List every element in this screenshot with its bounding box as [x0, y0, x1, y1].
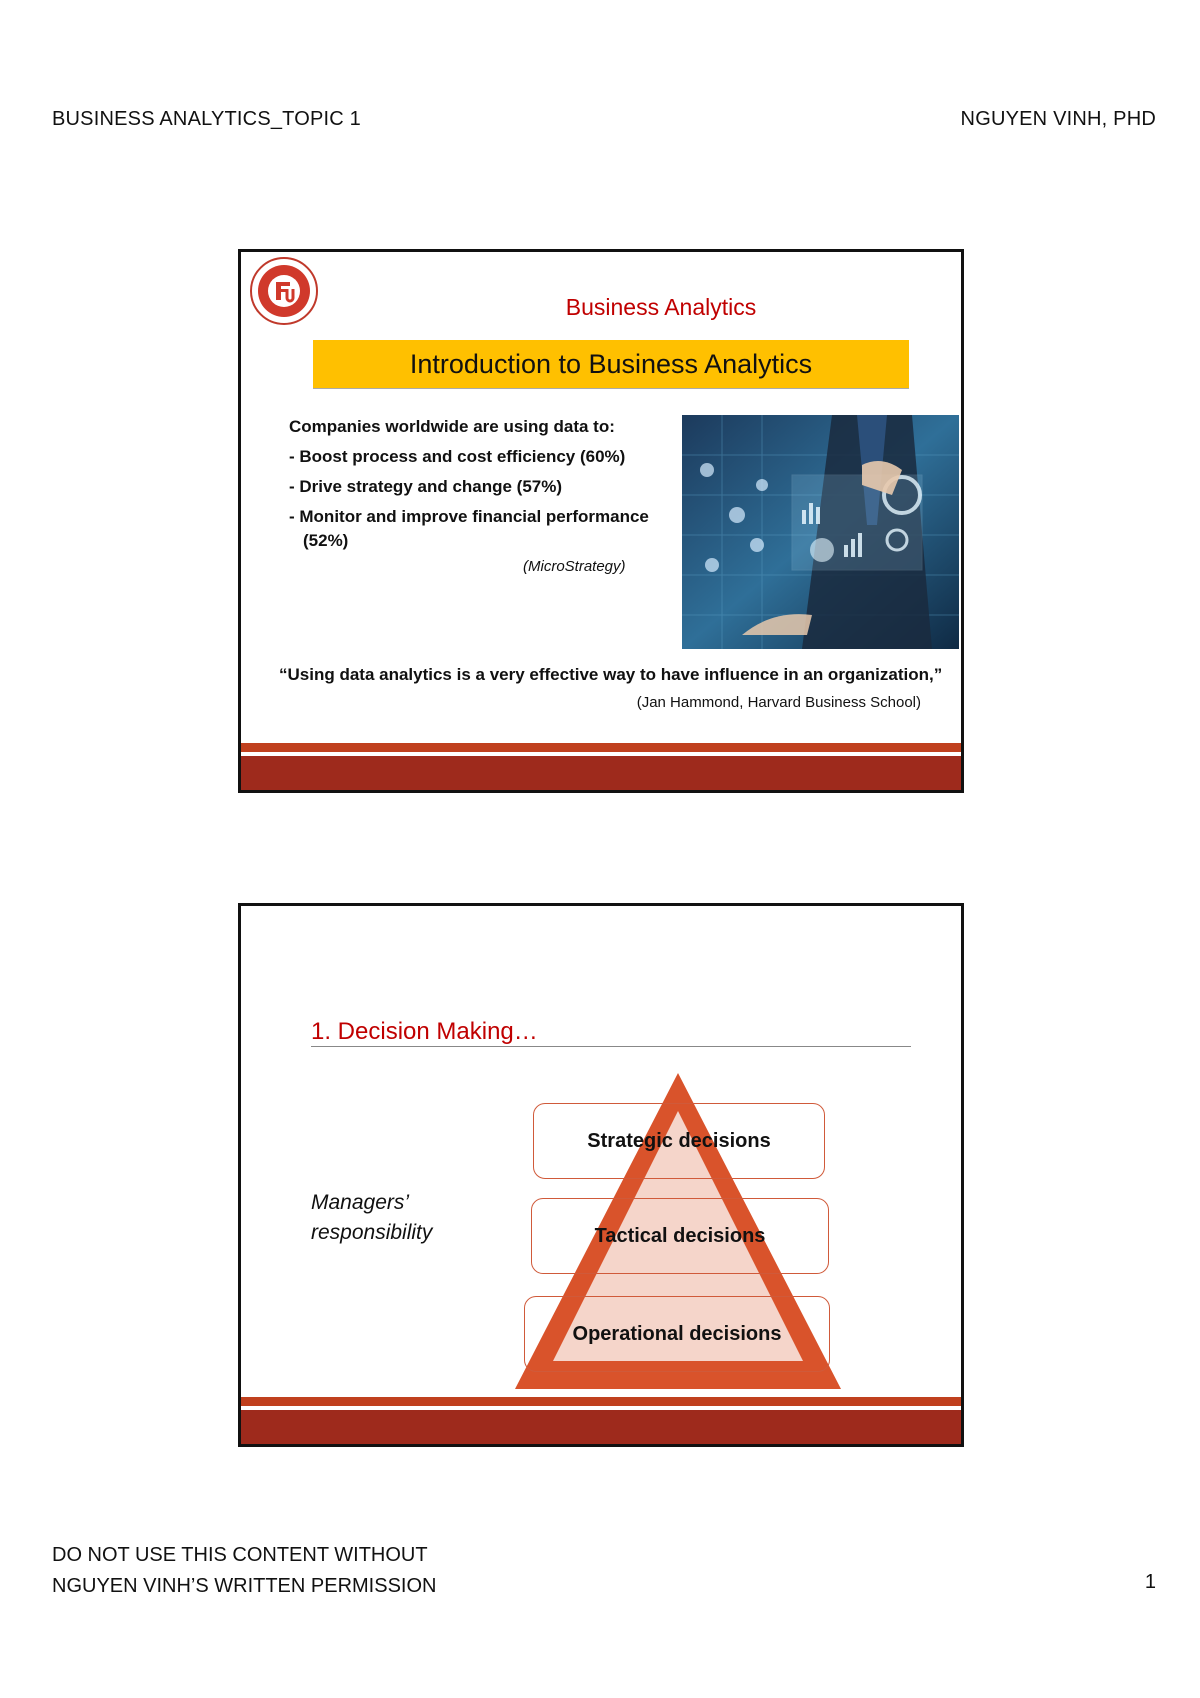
managers-responsibility-label	[311, 1188, 432, 1248]
tier-strategic: Strategic decisions	[533, 1103, 825, 1179]
quote-source: (Jan Hammond, Harvard Business School)	[636, 694, 921, 711]
copyright-notice	[52, 1540, 436, 1602]
notice-line: NGUYEN VINH’S WRITTEN PERMISSION	[52, 1575, 437, 1597]
slide-title: Business Analytics	[565, 294, 757, 320]
points-intro: Companies worldwide are using data to:	[289, 417, 615, 436]
tier-tactical: Tactical decisions	[531, 1198, 829, 1274]
point-item: - Monitor and improve financial performance	[289, 507, 649, 526]
slide-1	[238, 249, 964, 793]
notice-line: DO NOT USE THIS CONTENT WITHOUT	[52, 1544, 428, 1566]
side-label-line: Managers’	[311, 1191, 410, 1214]
business-analytics-photo	[682, 415, 959, 649]
banner-underline	[313, 388, 909, 389]
points-source: (MicroStrategy)	[523, 558, 626, 575]
footer-bar	[241, 756, 961, 790]
point-item: - Drive strategy and change (57%)	[289, 477, 563, 496]
footer-accent-bar	[241, 1397, 961, 1406]
document-header-right: NGUYEN VINH, PHD	[960, 108, 1156, 130]
tier-operational: Operational decisions	[524, 1296, 830, 1372]
point-item-continued: (52%)	[303, 531, 349, 550]
footer-bar	[241, 1410, 961, 1444]
usage-points	[289, 412, 669, 556]
document-header-left: BUSINESS ANALYTICS_TOPIC 1	[52, 108, 362, 130]
side-label-line: responsibility	[311, 1221, 433, 1244]
point-item: - Boost process and cost efficiency (60%)	[289, 447, 626, 466]
quote-text: “Using data analytics is a very effective way to have influence in an organization,”	[279, 665, 943, 684]
title-banner	[313, 340, 909, 388]
section-title: 1. Decision Making…	[311, 1018, 538, 1045]
title-rule	[311, 1046, 911, 1047]
banner-text: Introduction to Business Analytics	[409, 349, 813, 379]
footer-accent-bar	[241, 743, 961, 752]
page-number: 1	[1144, 1571, 1156, 1593]
slide-2	[238, 903, 964, 1447]
